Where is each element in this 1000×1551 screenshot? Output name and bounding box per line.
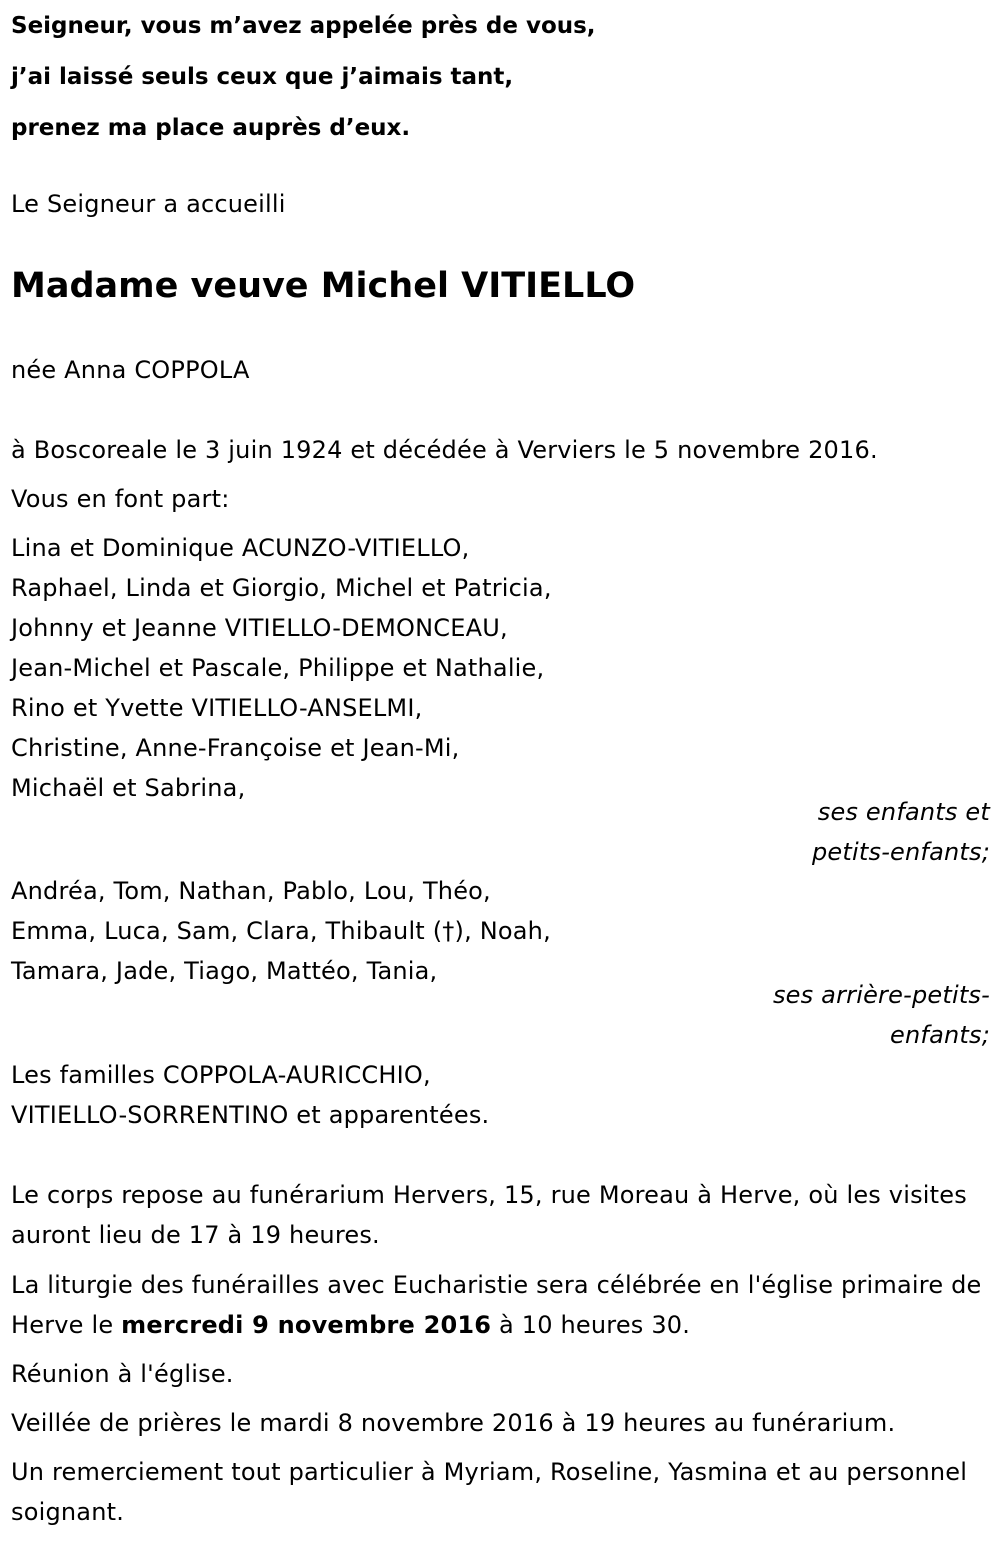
families-list bbox=[11, 1055, 990, 1135]
list-item: Lina et Dominique ACUNZO-VITIELLO, bbox=[11, 534, 470, 562]
list-item: VITIELLO-SORRENTINO et apparentées. bbox=[11, 1101, 490, 1129]
children-list bbox=[11, 528, 990, 808]
poem bbox=[11, 0, 990, 150]
intro-text: Le Seigneur a accueilli bbox=[11, 190, 286, 218]
list-item: Michaël et Sabrina, bbox=[11, 774, 246, 802]
vigil-info: Veillée de prières le mardi 8 novembre 2016 à 19 heures au funérarium. bbox=[11, 1409, 896, 1437]
list-item: Tamara, Jade, Tiago, Mattéo, Tania, bbox=[11, 957, 438, 985]
liturgy-info bbox=[11, 1265, 990, 1345]
liturgy-text: La liturgie des funérailles avec Eucharistie sera célébrée en l'église primaire de Herve le bbox=[11, 1271, 982, 1339]
list-item: Emma, Luca, Sam, Clara, Thibault (†), Noah, bbox=[11, 917, 551, 945]
list-item: Jean-Michel et Pascale, Philippe et Nathalie, bbox=[11, 654, 545, 682]
deceased-name: Madame veuve Michel VITIELLO bbox=[11, 266, 636, 306]
list-item: Les familles COPPOLA-AURICCHIO, bbox=[11, 1061, 431, 1089]
great-grandchildren-list bbox=[11, 871, 990, 991]
born-name: née Anna COPPOLA bbox=[11, 356, 250, 384]
list-item: Christine, Anne-Françoise et Jean-Mi, bbox=[11, 734, 460, 762]
list-item: Johnny et Jeanne VITIELLO-DEMONCEAU, bbox=[11, 614, 508, 642]
thanks-text: Un remerciement tout particulier à Myriam, Roseline, Yasmina et au personnel soignant. bbox=[11, 1458, 968, 1526]
list-item: Rino et Yvette VITIELLO-ANSELMI, bbox=[11, 694, 423, 722]
list-item: Raphael, Linda et Giorgio, Michel et Patricia, bbox=[11, 574, 552, 602]
poem-line: j’ai laissé seuls ceux que j’aimais tant, bbox=[11, 64, 514, 90]
liturgy-time: à 10 heures 30. bbox=[491, 1311, 691, 1339]
role-line: petits-enfants; bbox=[812, 838, 990, 866]
poem-line: Seigneur, vous m’avez appelée près de vous, bbox=[11, 13, 596, 39]
poem-line: prenez ma place auprès d’eux. bbox=[11, 115, 411, 141]
role-line: enfants; bbox=[890, 1021, 990, 1049]
role-line: ses arrière-petits- bbox=[772, 981, 990, 1009]
list-item: Andréa, Tom, Nathan, Pablo, Lou, Théo, bbox=[11, 877, 491, 905]
liturgy-date: mercredi 9 novembre 2016 bbox=[121, 1311, 492, 1339]
announce-text: Vous en font part: bbox=[11, 485, 230, 513]
body-rest-info: Le corps repose au funérarium Hervers, 15, rue Moreau à Herve, où les visites auront lieu de 17 à 19 heures. bbox=[11, 1181, 967, 1249]
role-line: ses enfants et bbox=[817, 798, 990, 826]
birth-death-dates: à Boscoreale le 3 juin 1924 et décédée à Verviers le 5 novembre 2016. bbox=[11, 436, 878, 464]
meeting-info: Réunion à l'église. bbox=[11, 1360, 234, 1388]
